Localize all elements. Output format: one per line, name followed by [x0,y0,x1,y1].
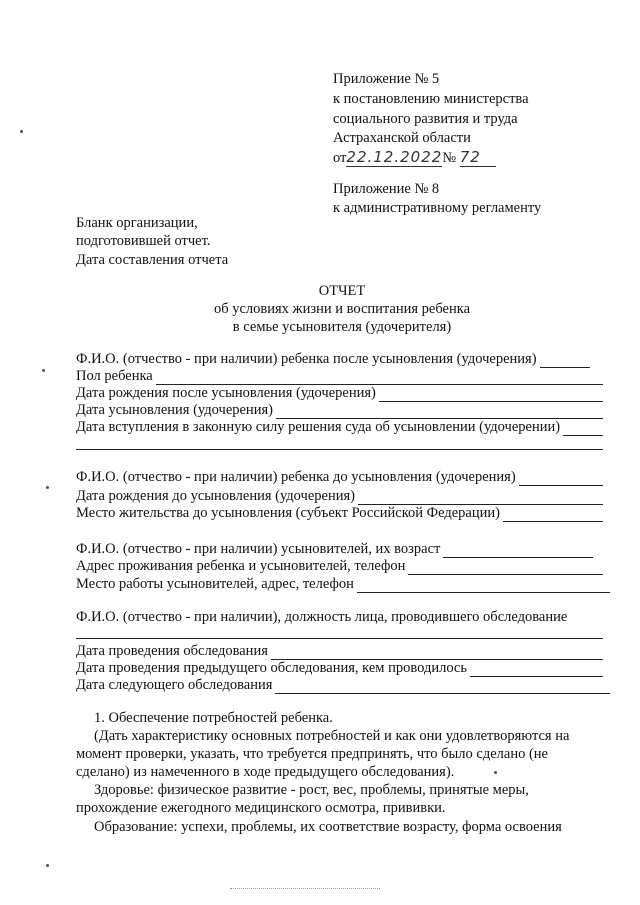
handwritten-date: 22.12.2022 [346,148,443,166]
blank-line [358,491,603,505]
needs-paragraph-line-2: момент проверки, указать, что требуется предпринять, что было сделано (не [76,746,548,762]
scan-speck [20,130,23,133]
blank-line [275,680,610,694]
blank-line [76,449,603,450]
handwritten-number: 72 [460,148,496,167]
appendix-5-date-line [333,148,496,167]
report-subtitle-1: об условиях жизни и воспитания ребенка [213,301,470,317]
appendix-8-title: Приложение № 8 [333,181,440,197]
birth-date-after-field: Дата рождения после усыновления (удочерения) [76,384,603,402]
needs-paragraph-line-1: (Дать характеристику основных потребностей и как они удовлетворяются на [94,728,570,744]
section-heading-needs: 1. Обеспечение потребностей ребенка. [94,710,333,726]
birth-date-before-field: Дата рождения до усыновления (удочерения) [76,487,603,505]
needs-paragraph-line-3: сделано) из намеченного в ходе предыдущего обследования). [76,764,455,780]
org-line-2: подготовившей отчет. [76,233,211,249]
from-label: от [333,150,347,166]
blank-line [470,663,603,677]
blank-line [271,646,603,660]
residence-address-field: Адрес проживания ребенка и усыновителей, телефон [76,557,603,575]
appendix-5-title: Приложение № 5 [333,71,440,87]
health-paragraph-line-2: прохождение ежегодного медицинского осмотра, прививки. [76,800,446,816]
org-line-1: Бланк организации, [76,215,198,231]
health-paragraph-line-1: Здоровье: физическое развитие - рост, вес, проблемы, принятые меры, [94,782,529,798]
appendix-5-line4: Астраханской области [333,130,471,146]
next-inspection-field: Дата следующего обследования [76,676,610,694]
appendix-5-line3: социального развития и труда [333,111,518,127]
inspection-date-field: Дата проведения обследования [76,642,603,660]
blank-line [76,638,603,639]
blank-line [519,472,603,486]
appendix-8-line2: к административному регламенту [333,200,542,216]
inspector-name-label: Ф.И.О. (отчество - при наличии), должность лица, проводившего обследование [76,609,568,625]
previous-inspection-field: Дата проведения предыдущего обследования, кем проводилось [76,659,603,677]
child-gender-field: Пол ребенка [76,367,603,385]
scan-speck [494,771,497,774]
blank-line [563,422,603,436]
blank-line [540,354,590,368]
blank-line [156,371,603,385]
report-title: ОТЧЕТ [318,283,366,299]
report-subtitle-2: в семье усыновителя (удочерителя) [232,319,452,335]
scan-speck [46,864,49,867]
scan-speck [46,486,49,489]
scan-speck [42,369,45,372]
residence-before-field: Место жительства до усыновления (субъект Российской Федерации) [76,504,603,522]
blank-line [357,579,610,593]
child-name-before-field: Ф.И.О. (отчество - при наличии) ребенка до усыновления (удочерения) [76,468,603,486]
adopters-name-field: Ф.И.О. (отчество - при наличии) усыновителей, их возраст [76,540,593,558]
appendix-5-line2: к постановлению министерства [333,91,529,107]
court-decision-date-field: Дата вступления в законную силу решения суда об усыновлении (удочерении) [76,418,603,436]
adopters-workplace-field: Место работы усыновителей, адрес, телефон [76,575,610,593]
blank-line [443,544,593,558]
report-date-label: Дата составления отчета [76,252,229,268]
blank-line [503,508,603,522]
adoption-date-field: Дата усыновления (удочерения) [76,401,603,419]
blank-line [379,388,603,402]
child-name-after-field: Ф.И.О. (отчество - при наличии) ребенка после усыновления (удочерения) [76,350,590,368]
scan-edge-noise [230,888,380,889]
education-paragraph-line-1: Образование: успехи, проблемы, их соответствие возрасту, форма освоения [94,819,562,835]
blank-line [276,405,603,419]
number-sign: № [442,150,457,166]
blank-line [408,561,603,575]
